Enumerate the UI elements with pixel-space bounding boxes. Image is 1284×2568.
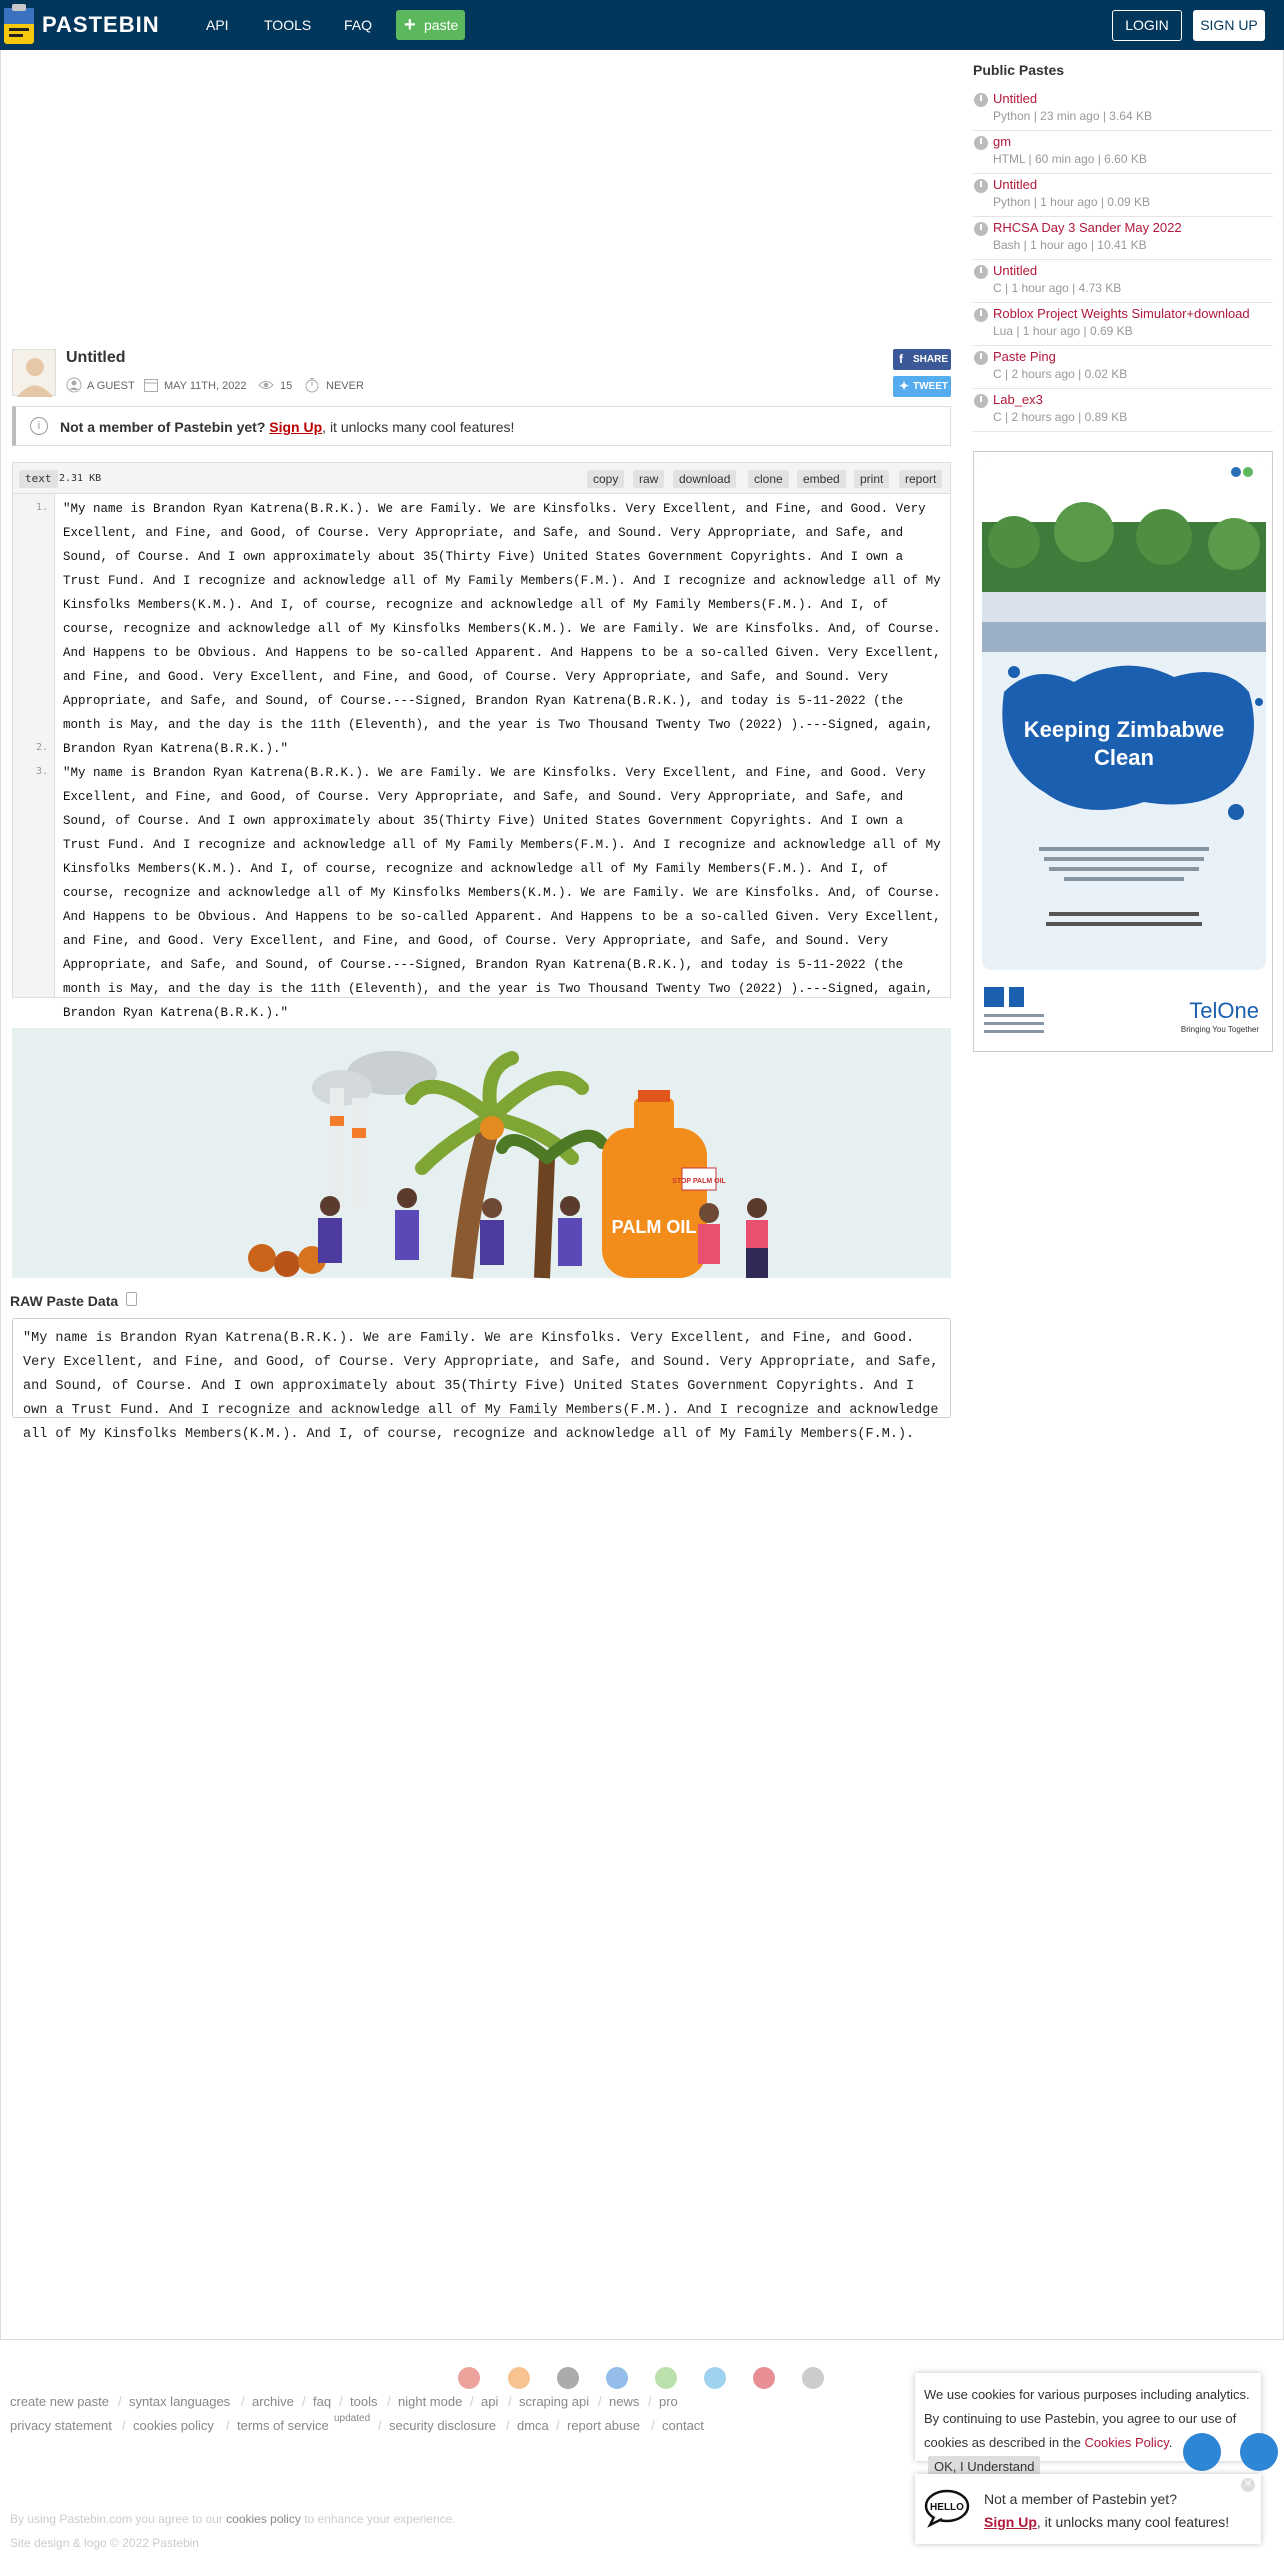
line-number: 2. (35, 742, 48, 753)
public-paste-meta: C | 2 hours ago | 0.02 KB (993, 367, 1128, 381)
footer-cookies-policy[interactable]: cookies policy (133, 2418, 214, 2433)
code-box (12, 462, 951, 1020)
signup-button[interactable]: SIGN UP (1193, 10, 1265, 41)
header (0, 0, 1284, 50)
telone-brand: TelOne (1189, 998, 1259, 1023)
cookie-message: We use cookies for various purposes including analytics. By continuing to use Pastebin, you agree to our use of cookies as described in the (924, 2387, 1250, 2450)
public-paste-name[interactable]: Roblox Project Weights Simulator+download (993, 306, 1250, 321)
terms-updated-badge: updated (334, 2413, 371, 2424)
report-button[interactable]: report (899, 470, 942, 488)
tweet-button[interactable] (893, 376, 951, 397)
clock-icon (974, 93, 988, 107)
code-toolbar (13, 463, 950, 494)
copy-button[interactable]: copy (587, 470, 624, 488)
ad-headline-1: Keeping Zimbabwe (1023, 717, 1225, 742)
public-paste-item[interactable] (973, 346, 1273, 389)
paste-author[interactable]: A GUEST (87, 380, 135, 392)
protest-sign-text: STOP PALM OIL (672, 1178, 726, 1185)
twitter-icon: ✦ (899, 379, 910, 393)
hello-question: Not a member of Pastebin yet? (984, 2491, 1177, 2507)
logo-text[interactable]: PASTEBIN (42, 12, 160, 37)
footer-dmca[interactable]: dmca (517, 2418, 549, 2433)
footer-separator: / (556, 2418, 560, 2433)
footer-faq[interactable]: faq (313, 2394, 332, 2409)
cookie-text: We use cookies for various purposes including analytics. By continuing to use Pastebin, you agree to our use of cookies as described in the Cookies Policy. OK, I Understand (924, 2383, 1259, 2479)
footer-pro[interactable]: pro (659, 2394, 678, 2409)
hello-signup-link[interactable]: Sign Up (984, 2514, 1037, 2530)
raw-button[interactable]: raw (633, 470, 664, 488)
public-paste-meta: C | 2 hours ago | 0.89 KB (993, 410, 1128, 424)
agree-suffix: to enhance your experience. (304, 2512, 456, 2526)
footer-separator: / (378, 2418, 382, 2433)
clock-icon (974, 265, 988, 279)
footer-separator: / (226, 2418, 230, 2433)
hello-suffix: , it unlocks many cool features! (1036, 2514, 1230, 2530)
info-icon: i (30, 417, 48, 435)
cookies-policy-link[interactable]: Cookies Policy (1084, 2435, 1169, 2450)
plus-icon: + (404, 14, 416, 36)
footer-archive[interactable]: archive (252, 2394, 294, 2409)
nav-api[interactable]: API (206, 17, 229, 33)
footer-contact[interactable]: contact (662, 2418, 704, 2433)
raw-paste-label: RAW Paste Data (10, 1293, 119, 1309)
footer-separator: / (387, 2394, 391, 2409)
line-number-gutter (13, 494, 55, 997)
timer-icon (304, 377, 320, 393)
android-icon[interactable] (655, 2367, 677, 2389)
telone-ad-image (974, 452, 1274, 1053)
floating-action-button-2[interactable] (1240, 2433, 1278, 2471)
footer-security-disclosure[interactable]: security disclosure (389, 2418, 496, 2433)
footer-terms-of-service[interactable]: terms of service (237, 2418, 329, 2433)
agree-cookies-link[interactable]: cookies policy (226, 2512, 301, 2526)
public-paste-item[interactable] (973, 217, 1273, 260)
public-paste-meta: HTML | 60 min ago | 6.60 KB (993, 152, 1147, 166)
footer-privacy-statement[interactable]: privacy statement (10, 2418, 112, 2433)
cookie-ok-button[interactable]: OK, I Understand (928, 2456, 1040, 2478)
palm-oil-illustration (12, 1028, 951, 1278)
syntax-tag[interactable]: text (19, 470, 58, 488)
clone-button[interactable]: clone (748, 470, 789, 488)
public-paste-item[interactable] (973, 174, 1273, 217)
footer-separator: / (122, 2418, 126, 2433)
bottle-label: PALM OIL (611, 1217, 697, 1237)
notice-signup-link[interactable]: Sign Up (269, 419, 323, 435)
clock-icon (974, 351, 988, 365)
user-icon (66, 377, 82, 393)
calendar-icon (143, 377, 159, 393)
linux-icon[interactable] (802, 2367, 824, 2389)
code-line-3: "My name is Brandon Ryan Katrena(B.R.K.). We are Family. We are Kinsfolks. Very Excellent, and Fine, and Good. Very Excellent, and Fine, and Good, of Course. Very Appropriate, and Safe, and Sound. Very Appropriate, and Safe, and Sound, of Course. And I own approximately about 35(Thirty Five) United States Government Copyrights. And I own a Trust Fund. And I recognize and acknowledge all of My Family Members(F.M.). And I recognize and acknowledge all of My Kinsfolks Members(K.M.). And I, of course, recognize and acknowledge all of My Family Members(F.M.). And I, of course, recognize and acknowledge all of My Kinsfolks Members(K.M.). We are Family. We are Kinsfolks. And, of Course. And Happens to be Obvious. And Happens to be so-called Apparent. And Happens to be a so-called Given. Very Excellent, and Fine, and Good. Very Excellent, and Fine, and Good, of Course. Very Appropriate, and Safe, and Sound. Very Appropriate, and Safe, and Sound, of Course.---Signed, Brandon Ryan Katrena(B.R.K.), and today is 5-11-2022 (the month is May, and the day is the 11th (Eleventh), and the year is Two Thousand Twenty Two (2022) ).---Signed, again, Brandon Ryan Katrena(B.R.K.)." (63, 766, 941, 1020)
footer-separator: / (470, 2394, 474, 2409)
public-paste-name[interactable]: Untitled (993, 91, 1038, 106)
share-label: SHARE (913, 354, 949, 365)
public-paste-meta: Bash | 1 hour ago | 10.41 KB (993, 238, 1147, 252)
signup-notice (12, 406, 951, 446)
public-paste-item[interactable] (973, 260, 1273, 303)
notice-prefix: Not a member of Pastebin yet? (60, 419, 266, 435)
user-silhouette-icon (13, 350, 57, 397)
footer-separator: / (651, 2418, 655, 2433)
public-paste-name[interactable]: RHCSA Day 3 Sander May 2022 (993, 220, 1182, 235)
code-line-1: "My name is Brandon Ryan Katrena(B.R.K.). We are Family. We are Kinsfolks. Very Excellent, and Fine, and Good. Very Excellent, and Fine, and Good, of Course. Very Appropriate, and Safe, and Sound. Very Appropriate, and Safe, and Sound, of Course. And I own approximately about 35(Thirty Five) United States Government Copyrights. And I own a Trust Fund. And I recognize and acknowledge all of My Family Members(F.M.). And I recognize and acknowledge all of My Kinsfolks Members(K.M.). And I, of course, recognize and acknowledge all of My Family Members(F.M.). And I, of course, recognize and acknowledge all of My Kinsfolks Members(K.M.). We are Family. We are Kinsfolks. And, of Course. And Happens to be Obvious. And Happens to be so-called Apparent. And Happens to be a so-called Given. Very Excellent, and Fine, and Good. Very Excellent, and Fine, and Good, of Course. Very Appropriate, and Safe, and Sound. Very Appropriate, and Safe, and Sound, of Course.---Signed, Brandon Ryan Katrena(B.R.K.), and today is 5-11-2022 (the month is May, and the day is the 11th (Eleventh), and the year is Two Thousand Twenty Two (2022) ).---Signed, again, Brandon Ryan Katrena(B.R.K.)." (63, 502, 941, 756)
hello-bubble-icon (924, 2488, 970, 2526)
new-paste-button[interactable] (396, 10, 465, 40)
cookie-agreement-text (10, 2512, 456, 2526)
clock-icon (974, 308, 988, 322)
mac-icon[interactable] (704, 2367, 726, 2389)
tweet-label: TWEET (913, 381, 948, 392)
public-paste-meta: Python | 1 hour ago | 0.09 KB (993, 195, 1151, 209)
footer-scraping-api[interactable]: scraping api (519, 2394, 590, 2409)
agree-prefix: By using Pastebin.com you agree to our (10, 2512, 223, 2526)
public-paste-meta: C | 1 hour ago | 4.73 KB (993, 281, 1122, 295)
chrome-icon[interactable] (458, 2367, 480, 2389)
svg-text:HELLO: HELLO (930, 2502, 964, 2513)
clock-icon (974, 179, 988, 193)
print-button[interactable]: print (854, 470, 889, 488)
public-pastes-title: Public Pastes (973, 62, 1065, 78)
public-paste-meta: Python | 23 min ago | 3.64 KB (993, 109, 1152, 123)
public-paste-name[interactable]: gm (993, 134, 1012, 149)
footer-night-mode[interactable]: night mode (398, 2394, 463, 2409)
paste-title: Untitled (66, 349, 126, 366)
footer-report-abuse[interactable]: report abuse (567, 2418, 640, 2433)
raw-paste-textarea[interactable]: "My name is Brandon Ryan Katrena(B.R.K.). We are Family. We are Kinsfolks. Very Excellent, and Fine, and Good. Very Excellent, and Fine, and Good, of Course. Very Appropriate, and Safe, and Sound. Very Appropriate, and Safe, and Sound, of Course. And I own approximately about 35(Thirty Five) United States Government Copyrights. And I own a Trust Fund. And I recognize and acknowledge all of My Family Members(F.M.). And I recognize and acknowledge all of My Kinsfolks Members(K.M.). And I, of course, recognize and acknowledge all of My Family Members(F.M.). (12, 1318, 951, 1418)
windows-icon[interactable] (606, 2367, 628, 2389)
eye-icon (258, 377, 274, 393)
footer-separator: / (118, 2394, 122, 2409)
footer-separator: / (339, 2394, 343, 2409)
public-paste-item[interactable] (973, 303, 1273, 346)
line-number: 3. (35, 766, 48, 777)
ad-headline-2: Clean (1094, 745, 1154, 770)
public-paste-item[interactable] (973, 389, 1273, 432)
palm-oil-ad-banner[interactable] (12, 1028, 951, 1278)
clock-icon (974, 222, 988, 236)
footer-separator: / (241, 2394, 245, 2409)
paste-date: MAY 11TH, 2022 (164, 380, 247, 392)
guest-avatar (12, 349, 56, 396)
footer-api[interactable]: api (481, 2394, 499, 2409)
facebook-icon: f (899, 352, 903, 366)
ios-icon[interactable] (557, 2367, 579, 2389)
paste-views: 15 (280, 380, 293, 392)
footer-create-new-paste[interactable]: create new paste (10, 2394, 110, 2409)
new-paste-label: paste (424, 17, 459, 33)
paste-size: 2.31 KB (59, 473, 102, 484)
copy-icon[interactable] (126, 1292, 137, 1306)
telone-tagline: Bringing You Together (1180, 1025, 1259, 1034)
hello-answer (984, 2514, 1229, 2530)
line-number: 1. (35, 502, 48, 513)
footer-separator: / (302, 2394, 306, 2409)
clock-icon (974, 394, 988, 408)
paste-expiry: NEVER (326, 380, 364, 392)
opera-icon[interactable] (753, 2367, 775, 2389)
floating-action-button[interactable] (1183, 2433, 1221, 2471)
public-paste-meta: Lua | 1 hour ago | 0.69 KB (993, 324, 1133, 338)
download-button[interactable]: download (673, 470, 736, 488)
nav-faq[interactable]: FAQ (344, 17, 373, 33)
clock-icon (974, 136, 988, 150)
public-paste-item[interactable] (973, 88, 1273, 131)
public-paste-name[interactable]: Paste Ping (993, 349, 1056, 364)
footer-news[interactable]: news (609, 2394, 640, 2409)
notice-suffix: , it unlocks many cool features! (322, 419, 515, 435)
footer-separator: / (506, 2418, 510, 2433)
public-paste-name[interactable]: Lab_ex3 (993, 392, 1043, 407)
copyright-text: Site design & logo © 2022 Pastebin (10, 2536, 199, 2550)
embed-button[interactable]: embed (797, 470, 846, 488)
close-icon[interactable]: ✕ (1241, 2478, 1255, 2492)
firefox-icon[interactable] (508, 2367, 530, 2389)
signup-popup (915, 2474, 1261, 2544)
footer-separator: / (648, 2394, 652, 2409)
footer-separator: / (508, 2394, 512, 2409)
public-paste-name[interactable]: Untitled (993, 177, 1038, 192)
public-paste-item[interactable] (973, 131, 1273, 174)
facebook-share-button[interactable] (893, 349, 951, 370)
pastebin-logo-icon[interactable] (2, 4, 38, 46)
nav-tools[interactable]: TOOLS (264, 17, 312, 33)
login-button[interactable]: LOGIN (1112, 10, 1182, 41)
footer-separator: / (598, 2394, 602, 2409)
footer-syntax-languages[interactable]: syntax languages (129, 2394, 231, 2409)
telone-ad[interactable] (973, 451, 1273, 1052)
public-paste-name[interactable]: Untitled (993, 263, 1038, 278)
footer-tools[interactable]: tools (350, 2394, 378, 2409)
notice-text (60, 419, 514, 435)
